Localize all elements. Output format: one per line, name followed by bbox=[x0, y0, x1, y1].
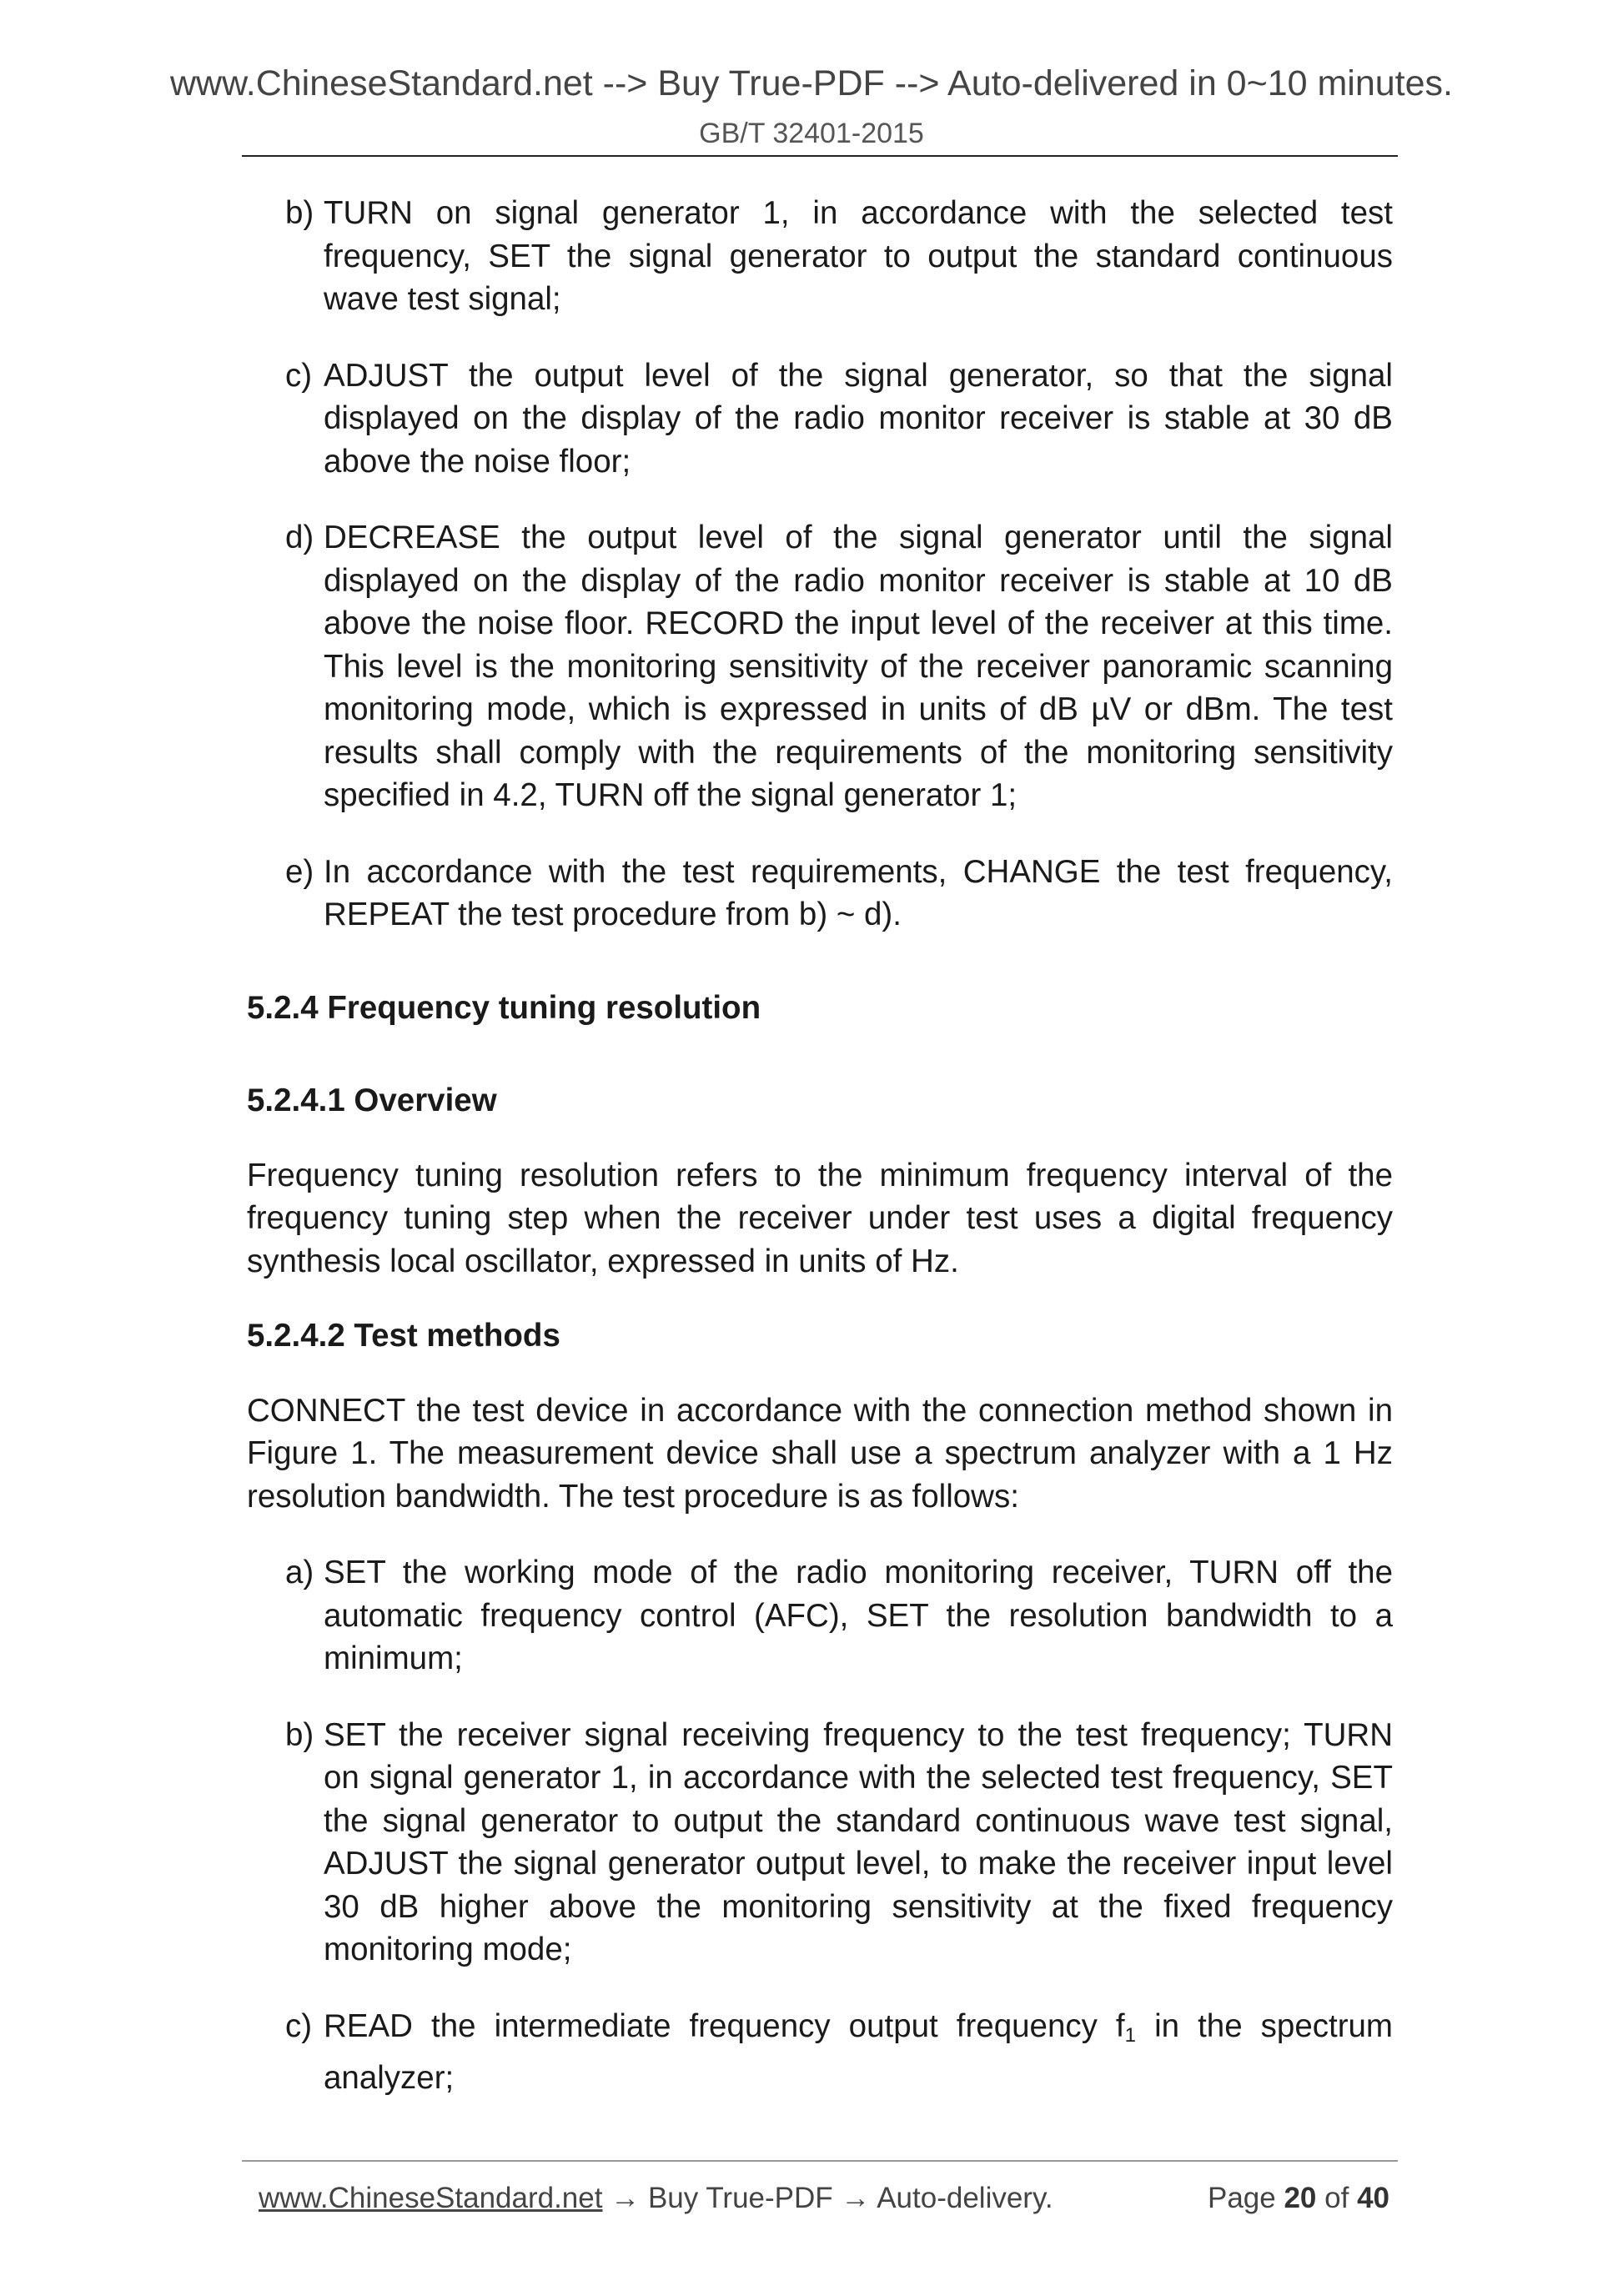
subsection-heading: 5.2.4.1 Overview bbox=[247, 1083, 497, 1118]
list-text bbox=[324, 2008, 1393, 2097]
list-item bbox=[247, 2005, 1393, 2100]
section-heading: 5.2.4 Frequency tuning resolution bbox=[247, 989, 761, 1026]
footer-divider bbox=[242, 2160, 1398, 2162]
list-text-part: READ the intermediate frequency output frequency f bbox=[324, 2007, 1125, 2044]
list-label: e) bbox=[285, 853, 314, 890]
footer-buy-text: Buy True-PDF bbox=[647, 2182, 833, 2214]
list-label: b) bbox=[285, 1716, 314, 1753]
list-item bbox=[247, 851, 1393, 937]
subsection-heading: 5.2.4.2 Test methods bbox=[247, 1318, 560, 1354]
footer-delivery-text: Auto-delivery. bbox=[877, 2182, 1053, 2214]
header-divider bbox=[242, 155, 1398, 157]
list-label: d) bbox=[285, 520, 314, 555]
footer-site-link[interactable]: www.ChineseStandard.net bbox=[259, 2182, 603, 2214]
list-label: c) bbox=[285, 2007, 313, 2044]
list-text: TURN on signal generator 1, in accordance with the selected test frequency, SET the signal generator to output the standard continuous wave test signal; bbox=[324, 195, 1393, 317]
page-counter bbox=[1208, 2182, 1389, 2215]
header-banner: www.ChineseStandard.net --> Buy True-PDF --> Auto-delivered in 0~10 minutes. bbox=[169, 63, 1453, 103]
page-word: Page bbox=[1207, 2182, 1276, 2214]
list-text: SET the working mode of the radio monitoring receiver, TURN off the automatic frequency control (AFC), SET the resolution bandwidth to a minimum; bbox=[324, 1555, 1393, 1676]
list-item bbox=[247, 354, 1393, 484]
list-label: b) bbox=[285, 195, 314, 231]
list-label: c) bbox=[285, 357, 313, 394]
overview-paragraph: Frequency tuning resolution refers to the minimum frequency interval of the frequency tuning step when the receiver under test uses a digital frequency synthesis local oscillator, expressed in units of Hz. bbox=[247, 1157, 1393, 1279]
page-total: 40 bbox=[1357, 2182, 1389, 2214]
list-item bbox=[247, 192, 1393, 321]
page-number: 20 bbox=[1284, 2182, 1317, 2214]
methods-intro-paragraph: CONNECT the test device in accordance with the connection method shown in Figure 1. The measurement device shall use a spectrum analyzer with a 1 Hz resolution bandwidth. The test procedure is as follows: bbox=[247, 1392, 1393, 1515]
standard-number: GB/T 32401-2015 bbox=[699, 118, 924, 149]
page-body bbox=[247, 192, 1393, 2133]
of-word: of bbox=[1324, 2182, 1349, 2214]
list-text: DECREASE the output level of the signal generator until the signal displayed on the display of the radio monitor receiver is stable at 10 dB above the noise floor. RECORD the input level of the receiver at this time. This level is the monitoring sensitivity of the receiver panoramic scanning monitoring mode, which is expressed in units of dB µV or dBm. The test results shall comply with the requirements of the monitoring sensitivity specified in 4.2, TURN off the signal generator 1; bbox=[324, 520, 1393, 813]
frequency-subscript: 1 bbox=[1124, 2023, 1136, 2047]
list-text: ADJUST the output level of the signal generator, so that the signal displayed on the display of the radio monitor receiver is stable at 30 dB above the noise floor; bbox=[324, 357, 1393, 480]
page-footer bbox=[259, 2182, 1398, 2215]
arrow-icon: → bbox=[841, 2182, 871, 2214]
list-text: In accordance with the test requirements, CHANGE the test frequency, REPEAT the test procedure from b) ~ d). bbox=[324, 853, 1393, 932]
list-text-part: in the spectrum analyzer; bbox=[324, 2007, 1394, 2096]
arrow-icon: → bbox=[611, 2182, 641, 2214]
list-item bbox=[247, 1551, 1393, 1681]
list-item bbox=[247, 516, 1393, 817]
list-item bbox=[247, 1714, 1393, 1972]
list-label: a) bbox=[285, 1555, 314, 1590]
list-text: SET the receiver signal receiving frequency to the test frequency; TURN on signal generator 1, in accordance with the selected test frequency, SET the signal generator to output the standard continuous wave test signal, ADJUST the signal generator output level, to make the receiver input level 30 dB higher above the monitoring sensitivity at the fixed frequency monitoring mode; bbox=[324, 1716, 1393, 1967]
